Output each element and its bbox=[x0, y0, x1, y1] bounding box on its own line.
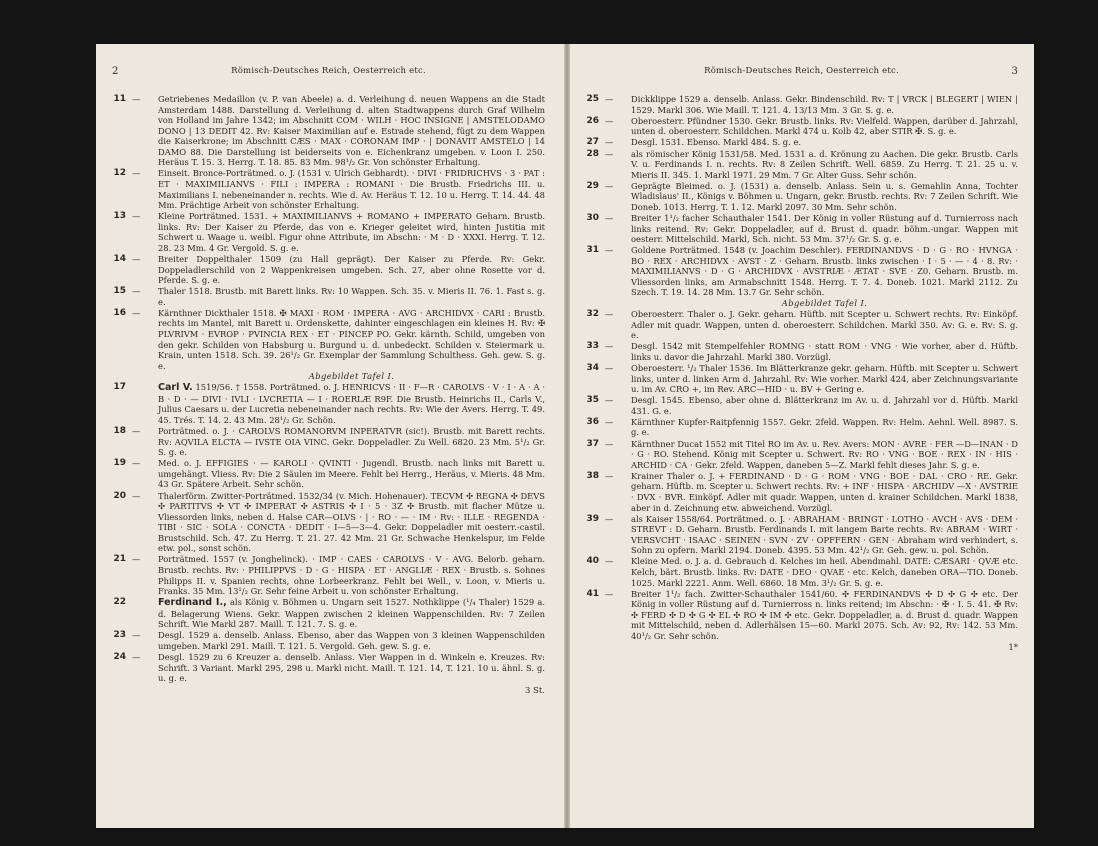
left-page-number: 2 bbox=[112, 66, 119, 77]
catalog-entry bbox=[112, 308, 545, 382]
entry-ruler-name: Ferdinand I., bbox=[158, 597, 227, 609]
entry-ruler-name: Carl V. bbox=[158, 382, 193, 394]
catalog-entry bbox=[112, 382, 545, 425]
entry-text: Kleine Med. o. J. a. d. Gebrauch d. Kelches im heil. Abendmahl. DATE: CÆSARI · QVÆ etc. Kelch, bärt. Brustb. links. Rv: DATE · DEO · QVAE · etc. Kelch, daneben ORA—TIO. Doneb. 1025. Markl 2221. Anm. Well. 6860. 18 Mm. 3¹/₂ Gr. S. g. e. bbox=[631, 556, 1018, 588]
entry-dash: — bbox=[132, 490, 141, 501]
catalog-entry bbox=[112, 458, 545, 490]
catalog-entry bbox=[585, 149, 1018, 181]
entry-dash: — bbox=[605, 363, 614, 374]
entry-dash: — bbox=[605, 556, 614, 567]
catalog-entry bbox=[112, 426, 545, 458]
entry-number: 15 bbox=[113, 286, 126, 297]
entry-number: 22 bbox=[113, 597, 126, 608]
catalog-entry bbox=[585, 116, 1018, 137]
entry-text: Oberoesterr. ¹/₂ Thaler 1536. Im Blätterkranze gekr. geharn. Hüftb. mit Scepter u. Schwert links, unter d. linken Arm d. Jahrzahl. Rv: Wie vorher. Markl 424, aber Zeichnungsvariante u. im Av. CRO +, im Rev. ARC—HID · u. BV + Gering e. bbox=[631, 363, 1018, 395]
entry-dash: — bbox=[605, 137, 614, 148]
catalog-entry bbox=[585, 471, 1018, 513]
catalog-entry bbox=[585, 363, 1018, 395]
entry-number: 13 bbox=[113, 211, 126, 222]
entry-text: Krainer Thaler o. J. + FERDINAND · D · G · ROM · VNG · BOE · DAL · CRO · RE. Gekr. geharn. Hüftb. m. Scepter u. Schwert rechts. Rv: + INF · HISPA · ARCHIDV —X · AVSTRIE · DVX · BVR. Einköpf. Adler mit quadr. Wappen, unten d. krainer Schildchen. Markl 1838, aber in d. Zeichnung etw. abweichend. Vorzügl. bbox=[631, 470, 1018, 513]
entry-number: 19 bbox=[113, 458, 126, 469]
catalog-entry bbox=[585, 94, 1018, 115]
entry-number: 33 bbox=[586, 341, 599, 352]
entry-text: Breiter Doppelthaler 1509 (zu Hall geprägt). Der Kaiser zu Pferde. Rv: Gekr. Doppeladlerschild von 2 Wappenkreisen umgeben. Sch. 27, aber ohne Rosette vor d. Pferde. S. g. e. bbox=[158, 253, 545, 286]
entry-text: Porträtmed. 1557 (v. Jonghelinck). · IMP · CAES · CAROLVS · V · AVG. Belorb. geharn. Brustb. rechts. Rv: · PHILIPPVS · D · G · HISPA · ET · ANGLIÆ · REX · Brustb. s. Sohnes Philipps II. v. Spanien rechts, ohne Lorbeerkranz. Fehlt bei Well., v. Loon, v. Mieris u. Franks. 35 Mm. 13¹/₂ Gr. Sehr feine Arbeit u. von schönster Erhaltung. bbox=[158, 554, 545, 597]
entry-dash: — bbox=[605, 341, 614, 352]
entry-text: Kleine Porträtmed. 1531. + MAXIMILIANVS + ROMANO + IMPERATO Geharn. Brustb. links. Rv: Der Kaiser zu Pferde, das von e. Krieger geleitet wird, hinten Justitia mit Schwert u. Waage u. weibl. Figur ohne Attribute, im Abschn: · M · D · XXXI. Herrg. T. 12. 28. 23 Mm. 4 Gr. Vergold. S. g. e. bbox=[158, 211, 545, 253]
entry-number: 27 bbox=[586, 137, 599, 148]
catalog-entry bbox=[112, 286, 545, 307]
entry-number: 16 bbox=[113, 307, 126, 318]
right-entry-list bbox=[585, 94, 1018, 641]
entry-number: 23 bbox=[113, 630, 126, 641]
entry-number: 18 bbox=[113, 426, 126, 437]
entry-dash: — bbox=[605, 513, 614, 524]
entry-text: Oberoesterr. Thaler o. J. Gekr. geharn. Hüftb. mit Scepter u. Schwert rechts. Rv: Einköpf. Adler mit quadr. Wappen, unten d. oberoesterr. Schildchen. Markl 350. Av: G. e. Rv: S. g. e. bbox=[631, 309, 1018, 341]
entry-number: 32 bbox=[586, 309, 599, 320]
entry-text: Goldene Porträtmed. 1548 (v. Joachim Deschler). FERDINANDVS · D · G · RO · HVNGA · BO · REX · ARCHIDVX · AVST · Z · Geharn. Brustb. links zwischen · I · 5 · — · 4 · 8. Rv: · MAXIMILIANVS · D · G · ARCHIDVX · AVSTRIÆ · ÆTAT · SVE · Z0. Geharn. Brustb. m. Vliessorden links, am Armabschnitt 1548. Herrg. T. 7. 4. Doneb. 1021. Markl 2112. Zu Szech. T. 19. 14. 28 Mm. 13.7 Gr. Sehr schön. bbox=[631, 245, 1018, 298]
entry-dash: — bbox=[605, 212, 614, 223]
entry-dash: — bbox=[132, 630, 141, 641]
entry-number: 36 bbox=[586, 416, 599, 427]
catalog-entry bbox=[585, 514, 1018, 556]
catalog-entry bbox=[112, 94, 545, 168]
entry-number: 41 bbox=[586, 588, 599, 599]
entry-number: 38 bbox=[586, 470, 599, 481]
entry-number: 25 bbox=[586, 94, 599, 104]
entry-text: Oberoesterr. Pfündner 1530. Gekr. Brustb. links. Rv: Vielfeld. Wappen, darüber d. Jahrzahl, unten d. oberoesterr. Schildchen. Markl 474 u. Kolb 42, aber STIR ✠. S. g. e. bbox=[631, 115, 1018, 137]
entry-number: 17 bbox=[113, 382, 126, 393]
catalog-entry bbox=[585, 213, 1018, 245]
entry-number: 26 bbox=[586, 115, 599, 126]
entry-text: Desgl. 1542 mit Stempelfehler ROMNG · statt ROM · VNG · Wie vorher, aber d. Hüftb. links u. davor die Jahrzahl. Markl 380. Vorzügl. bbox=[631, 341, 1018, 362]
right-running-head-title: Römisch-Deutsches Reich, Oesterreich etc. bbox=[704, 66, 899, 76]
entry-text: als König v. Böhmen u. Ungarn seit 1527. Nothklippe (¹/₄ Thaler) 1529 a. d. Belagerung Wiens. Gekr. Wappen zwischen 2 kleinen Wappenschilden. Rv: 7 Zeilen Schrift. Wie Markl 287. Maill. T. 121. 7. S. g. e. bbox=[158, 597, 545, 630]
entry-dash: — bbox=[605, 115, 614, 126]
entry-dash: — bbox=[605, 588, 614, 599]
entry-number: 20 bbox=[113, 490, 126, 501]
entry-dash: — bbox=[605, 438, 614, 449]
entry-number: 12 bbox=[113, 168, 126, 179]
catalog-entry bbox=[585, 181, 1018, 213]
entry-number: 29 bbox=[586, 180, 599, 191]
entry-number: 11 bbox=[113, 94, 126, 104]
right-page bbox=[565, 44, 1034, 828]
entry-text: Desgl. 1531. Ebenso. Markl 484. S. g. e. bbox=[631, 137, 802, 148]
catalog-entry bbox=[585, 417, 1018, 438]
entry-number: 39 bbox=[586, 513, 599, 524]
catalog-entry bbox=[585, 589, 1018, 642]
entry-dash: — bbox=[605, 94, 614, 104]
entry-dash: — bbox=[132, 211, 141, 222]
entry-dash: — bbox=[605, 180, 614, 191]
book-gutter bbox=[564, 44, 570, 828]
catalog-entry bbox=[112, 597, 545, 630]
entry-dash: — bbox=[132, 458, 141, 469]
entry-dash: — bbox=[605, 245, 614, 256]
right-page-number: 3 bbox=[1011, 66, 1018, 77]
entry-dash: — bbox=[132, 554, 141, 565]
entry-number: 40 bbox=[586, 556, 599, 567]
catalog-entry bbox=[112, 630, 545, 651]
entry-text: Desgl. 1529 zu 6 Kreuzer a. denselb. Anlass. Vier Wappen in d. Winkeln e. Kreuzes. Rv: Schrift. 3 Variant. Markl 295, 298 u. Markl nicht. Maill. T. 121. 14, T. 121. 10 u. ähnl. S. g. u. g. e. bbox=[158, 652, 545, 684]
entry-dash: — bbox=[605, 470, 614, 481]
catalog-entry bbox=[112, 554, 545, 596]
book-spread bbox=[96, 44, 1034, 828]
right-catchword: 1* bbox=[1008, 643, 1018, 654]
entry-text: Thaler 1518. Brustb. mit Barett links. Rv: 10 Wappen. Sch. 35. v. Mieris II. 76. 1. Fast s. g. e. bbox=[158, 286, 545, 307]
entry-text: Thalerförm. Zwitter-Porträtmed. 1532/34 (v. Mich. Hohenauer). TECVM ✣ REGNA ✣ DEVS ✣ PARTITVS ✣ VT ✣ IMPERAT ✣ ASTRIS ✣ I · 5 · 3Z ✣ Brustb. mit flacher Mütze u. Vliessorden links, neben d. Halse CAR—OLVS · | · RO · — · IM · Rv: · ILLE · REGENDA · TIBI · SIC · SOLA · CONCTA · DEDIT · I—5—3—4. Gekr. Doppeladler mit oesterr.-castil. Brustschild. Sch. 47. Zu Herrg. T. 21. 27. 42 Mm. 21 Gr. Schwache Henkelspur, im Felde etw. pol., sonst schön. bbox=[158, 490, 545, 554]
entry-text: Desgl. 1529 a. denselb. Anlass. Ebenso, aber das Wappen von 3 kleinen Wappenschilden umgeben. Markl 291. Maill. T. 121. 5. Vergold. Geh. gew. S. g. e. bbox=[158, 630, 545, 652]
entry-dash: — bbox=[605, 416, 614, 427]
entry-text: als Kaiser 1558/64. Porträtmed. o. J. · ABRAHAM · BRINGT · LOTHO · AVCH · AVS · DEM · STREVT : D. Geharn. Brustb. Ferdinands I. mit langem Barte rechts. Rv: ABRAM · WIRT · VERSVCHT · ISAAC · SEINEN · SVN · ZV · OPFFERN · GEN · Abraham wird verhindert, s. Sohn zu opfern. Markl 2194. Doneb. 4395. 53 Mm. 42¹/₂ Gr. Geh. gew. u. pol. Schön. bbox=[631, 513, 1018, 556]
entry-number: 21 bbox=[113, 554, 126, 565]
catalog-entry bbox=[585, 439, 1018, 471]
entry-text: Breiter 1¹/₂ facher Schauthaler 1541. Der König in voller Rüstung auf d. Turnierross nach links reitend. Rv: Gekr. Doppeladler, auf d. Brust d. quadr. böhm.-ungar. Wappen mit oesterr. Mittelschild. Markl, Sch. nicht. 53 Mm. 37¹/₂ Gr. S. g. e. bbox=[631, 212, 1018, 245]
entry-text: 1519/56. † 1558. Porträtmed. o. J. HENRICVS · II · F—R · CAROLVS · V · I · A · A · B · D · — DIVI · IVLI · LVCRETIA — I · ROERLÆ R9F. Die Brustb. Heinrichs II., Carls V., Julius Caesars u. der Lucretia nebeneinander nach rechts. Rv: Wie der Avers. Herrg. T. 49. 45. Trés. T. 14. 2. 43 Mm. 28¹/₂ Gr. Schön. bbox=[158, 382, 546, 425]
left-catchword: 3 St. bbox=[524, 685, 545, 696]
entry-number: 14 bbox=[113, 253, 126, 264]
entry-text: Kärnthner Dickthaler 1518. ✠ MAXI · ROM · IMPERA · AVG · ARCHIDVX · CARI : Brustb. rechts im Mantel, mit Barett u. Ordenskette, dahinter eingeschlagen ein kleines H. Rv: ✠ PLVRIVM · EVROP · PVINCIA REX · ET · PINCEP PO. Gekr. kärnth. Schild, umgeben von den gekr. Schilden von Habsburg u. Burgund u. d. unbedeckt. Schilden v. Steiermark u. Krain, unten 1518. Sch. 39. 26¹/₂ Gr. Exemplar der Sammlung Schulthess. Geh. gew. S. g. e. bbox=[158, 307, 545, 371]
left-entry-list bbox=[112, 94, 545, 684]
entry-dash: — bbox=[132, 94, 141, 104]
entry-text: Einseit. Bronce-Porträtmed. o. J. (1531 v. Ulrich Gebhardt). · DIVI · FRIDRICHVS · 3 · PAT : ET · MAXIMILIANVS · FILI : IMPERA : ROMANI · Die Brustb. Friedrichs III. u. Maximilians I. nebeneinander n. rechts. Wie d. Av. Heräus T. 12. 10 u. Herrg. T. 14. 44. 48 Mm. Prächtige Arbeit von schönster Erhaltung. bbox=[158, 168, 545, 211]
catalog-entry bbox=[585, 137, 1018, 148]
catalog-entry bbox=[112, 491, 545, 554]
entry-dash: — bbox=[132, 286, 141, 297]
entry-plate-note: Abgebildet Tafel I. bbox=[308, 371, 395, 382]
entry-text: Med. o. J. EFFIGIES · — KAROLI · QVINTI · Jugendl. Brustb. nach links mit Barett u. umgehängt. Vliess. Rv: Die 2 Säulen im Meere. Fehlt bei Herrg., Heräus, v. Mieris. 48 Mm. 43 Gr. Spätere Arbeit. Sehr schön. bbox=[158, 458, 545, 490]
catalog-entry bbox=[112, 168, 545, 210]
right-running-head bbox=[585, 66, 1018, 82]
entry-text: Desgl. 1545. Ebenso, aber ohne d. Blätterkranz im Av. u. d. Jahrzahl vor d. Hüftb. Markl 431. G. e. bbox=[631, 395, 1018, 416]
entry-dash: — bbox=[132, 168, 141, 179]
entry-text: Getriebenes Medaillon (v. P. van Abeele) a. d. Verleihung d. neuen Wappens an die Stadt Amsterdam 1488. Darstellung d. Verleihung d. alten Stadtwappens durch Graf Wilhelm von Holland im Jahre 1342; im Abschnitt COM · WILH · HOC INSIGNE | AMSTELODAMO DONO | 13 DEDIT 42. Rv: Kaiser Maximilian auf e. Estrade stehend, fügt zu dem Wappen die Kaiserkrone; im Abschnitt CÆS · MAX · CORONAM IMP · | DONAVIT AMSTELO | 14 DAMO 88. Die Darstellung ist beiderseits von e. Eichenkranz umgeben. v. Loon I. 250. Heräus T. 15. 3. Herrg. T. 18. 85. 83 Mm. 98¹/₂ Gr. Von schönster Erhaltung. bbox=[158, 94, 545, 168]
entry-text: Dickklippe 1529 a. denselb. Anlass. Gekr. Bindenschild. Rv: T | VRCK | BLEGERT | WIEN | 1529. Markl 306. Wie Maill. T. 121. 4. 13/13 Mm. 3 Gr. S. g. e. bbox=[631, 94, 1018, 115]
catalog-entry bbox=[112, 254, 545, 286]
entry-number: 30 bbox=[586, 212, 599, 223]
left-running-head-title: Römisch-Deutsches Reich, Oesterreich etc. bbox=[231, 66, 426, 76]
left-page bbox=[96, 44, 565, 828]
catalog-entry bbox=[112, 652, 545, 684]
entry-dash: — bbox=[132, 426, 141, 437]
entry-number: 28 bbox=[586, 148, 599, 159]
entry-dash: — bbox=[132, 307, 141, 318]
entry-text: Kärnthner Kupfer-Raitpfennig 1557. Gekr. 2feld. Wappen. Rv: Helm. Aehnl. Well. 8987. S. g. e. bbox=[631, 416, 1018, 438]
entry-text: Kärnthner Ducat 1552 mit Titel RO im Av. u. Rev. Avers: MON · AVRE · FER —D—INAN · D · G · RO. Stehend. König mit Scepter u. Schwert. Rv: RO · VNG · BOE · REX · IN · HIS · ARCHID · CA · Gekr. 2feld. Wappen, daneben 5—Z. Markl fehlt dieses Jahr. S. g. e. bbox=[631, 438, 1018, 470]
catalog-entry bbox=[585, 309, 1018, 341]
entry-dash: — bbox=[132, 253, 141, 264]
left-running-head bbox=[112, 66, 545, 82]
catalog-entry bbox=[112, 211, 545, 253]
catalog-entry bbox=[585, 556, 1018, 588]
catalog-entry bbox=[585, 341, 1018, 362]
catalog-entry bbox=[585, 395, 1018, 416]
entry-text: Geprägte Bleimed. o. J. (1531) a. denselb. Anlass. Sein u. s. Gemahlin Anna, Tochter Wladislaus' II., Königs v. Böhmen u. Ungarn, gekr. Brustb. rechts. Rv: 7 Zeilen Schrift. Wie Doneb. 1013. Herrg. T. 1. 12. Markl 2097. 30 Mm. Sehr schön. bbox=[631, 180, 1018, 212]
entry-plate-note: Abgebildet Tafel I. bbox=[781, 297, 868, 308]
entry-dash: — bbox=[605, 148, 614, 159]
entry-number: 24 bbox=[113, 652, 126, 663]
entry-number: 35 bbox=[586, 395, 599, 406]
entry-number: 34 bbox=[586, 363, 599, 374]
entry-text: Breiter 1¹/₂ fach. Zwitter-Schauthaler 1541/60. ✣ FERDINANDVS ✣ D ✣ G ✣ etc. Der König in voller Rüstung auf d. Turnierross n. links reitend; im Abschn: · ✠ · I. 5. 41. ✠ Rv: ✣ FERD ✣ D ✣ G ✣ EL ✣ RO ✣ IM ✣ etc. Gekr. Doppeladler, a. d. Brust d. quadr. Wappen mit Mittelschild, neben d. Adlerhälsen 15—60. Markl 2075. Sch. Av: 92, Rv: 142. 53 Mm. 40¹/₂ Gr. Sehr schön. bbox=[631, 588, 1018, 641]
catalog-entry bbox=[585, 245, 1018, 308]
entry-text: als römischer König 1531/58. Med. 1531 a. d. Krönung zu Aachen. Die gekr. Brustb. Carls V. u. Ferdinands I. n. rechts. Rv: 8 Zeilen Schrift. Well. 6859. Zu Herrg. T. 21. 25 u. v. Mieris II. 345. 1. Markl 1971. 29 Mm. 7 Gr. Alter Guss. Sehr schön. bbox=[631, 148, 1018, 180]
entry-number: 31 bbox=[586, 245, 599, 256]
entry-number: 37 bbox=[586, 438, 599, 449]
entry-dash: — bbox=[605, 395, 614, 406]
entry-dash: — bbox=[605, 309, 614, 320]
entry-dash: — bbox=[132, 652, 141, 663]
entry-text: Porträtmed. o. J. · CAROLVS ROMANORVM INPERATVR (sic!). Brustb. mit Barett rechts. Rv: AQVILA ELCTA — IVSTE OIA VINC. Gekr. Doppeladler. Zu Well. 6820. 23 Mm. 5¹/₂ Gr. S. g. e. bbox=[158, 426, 545, 458]
